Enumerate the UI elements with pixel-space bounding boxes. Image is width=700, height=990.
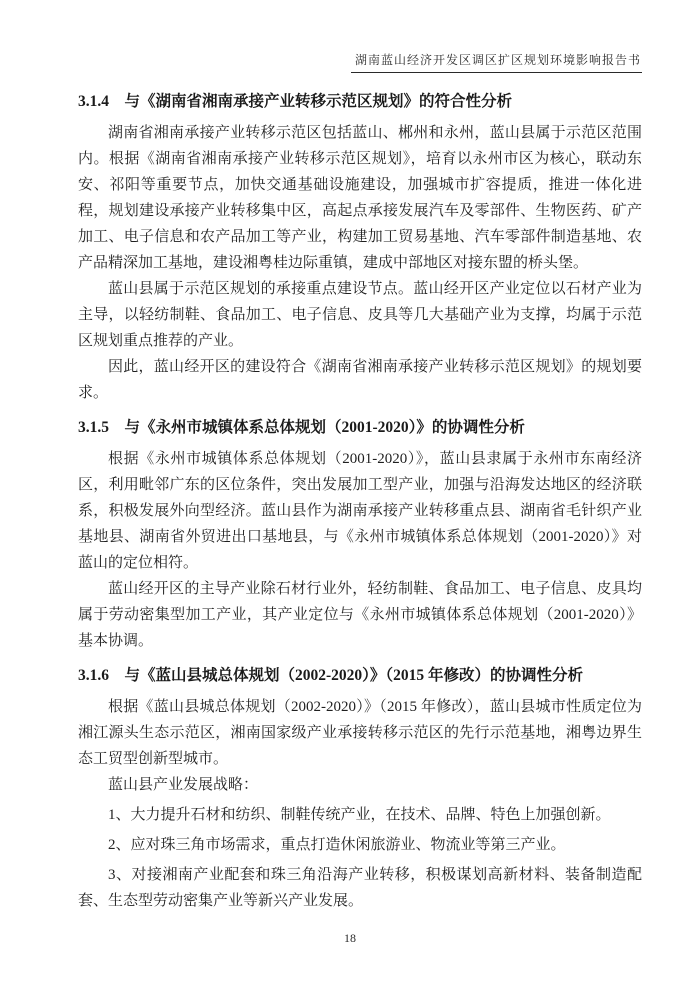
paragraph: 根据《蓝山县城总体规划（2002-2020）》（2015 年修改），蓝山县城市性质定位为湘江源头生态示范区，湘南国家级产业承接转移示范区的先行示范基地，湘粤边界生态工贸型创新型城市。 (78, 699, 642, 767)
paragraph: 蓝山县产业发展战略： (108, 777, 259, 793)
list-item: 3、对接湘南产业配套和珠三角沿海产业转移，积极谋划高新材料、装备制造配套、生态型劳动密集产业等新兴产业发展。 (78, 867, 642, 909)
document-body (78, 89, 642, 914)
section-heading-3-1-5: 3.1.5 与《永州市城镇体系总体规划（2001-2020）》的协调性分析 (78, 419, 525, 436)
paragraph: 因此，蓝山经开区的建设符合《湖南省湘南承接产业转移示范区规划》的规划要求。 (78, 359, 642, 401)
page-footer (0, 931, 700, 946)
list-item: 1、大力提升石材和纺织、制鞋传统产业，在技术、品牌、特色上加强创新。 (108, 807, 611, 823)
paragraph: 蓝山县属于示范区规划的承接重点建设节点。蓝山经开区产业定位以石材产业为主导，以轻纺制鞋、食品加工、电子信息、皮具等几大基础产业为支撑，均属于示范区规划重点推荐的产业。 (78, 281, 642, 349)
running-head-title: 湖南蓝山经济开发区调区扩区规划环境影响报告书 (351, 52, 642, 73)
paragraph: 根据《永州市城镇体系总体规划（2001-2020）》，蓝山县隶属于永州市东南经济区，利用毗邻广东的区位条件，突出发展加工型产业，加强与沿海发达地区的经济联系，积极发展外向型经济。蓝山县作为湖南承接产业转移重点县、湖南省毛针织产业基地县、湖南省外贸进出口基地县，与《永州市城镇体系总体规划（2001-2020）》对蓝山的定位相符。 (78, 451, 642, 571)
list-item: 2、应对珠三角市场需求，重点打造休闲旅游业、物流业等第三产业。 (108, 837, 566, 853)
section-heading-3-1-6: 3.1.6 与《蓝山县城总体规划（2002-2020）》（2015 年修改）的协调性分析 (78, 667, 584, 684)
page-number: 18 (344, 931, 356, 945)
paragraph: 蓝山经开区的主导产业除石材行业外，轻纺制鞋、食品加工、电子信息、皮具均属于劳动密集型加工产业，其产业定位与《永州市城镇体系总体规划（2001-2020）》基本协调。 (78, 581, 642, 649)
page-header (78, 52, 642, 73)
section-heading-3-1-4: 3.1.4 与《湖南省湘南承接产业转移示范区规划》的符合性分析 (78, 93, 513, 110)
paragraph: 湖南省湘南承接产业转移示范区包括蓝山、郴州和永州，蓝山县属于示范区范围内。根据《湖南省湘南承接产业转移示范区规划》，培育以永州市区为核心，联动东安、祁阳等重要节点，加快交通基础设施建设，加强城市扩容提质，推进一体化进程，规划建设承接产业转移集中区，高起点承接发展汽车及零部件、生物医药、矿产加工、电子信息和农产品加工等产业，构建加工贸易基地、汽车零部件制造基地、农产品精深加工基地，建设湘粤桂边际重镇，建成中部地区对接东盟的桥头堡。 (78, 125, 642, 271)
